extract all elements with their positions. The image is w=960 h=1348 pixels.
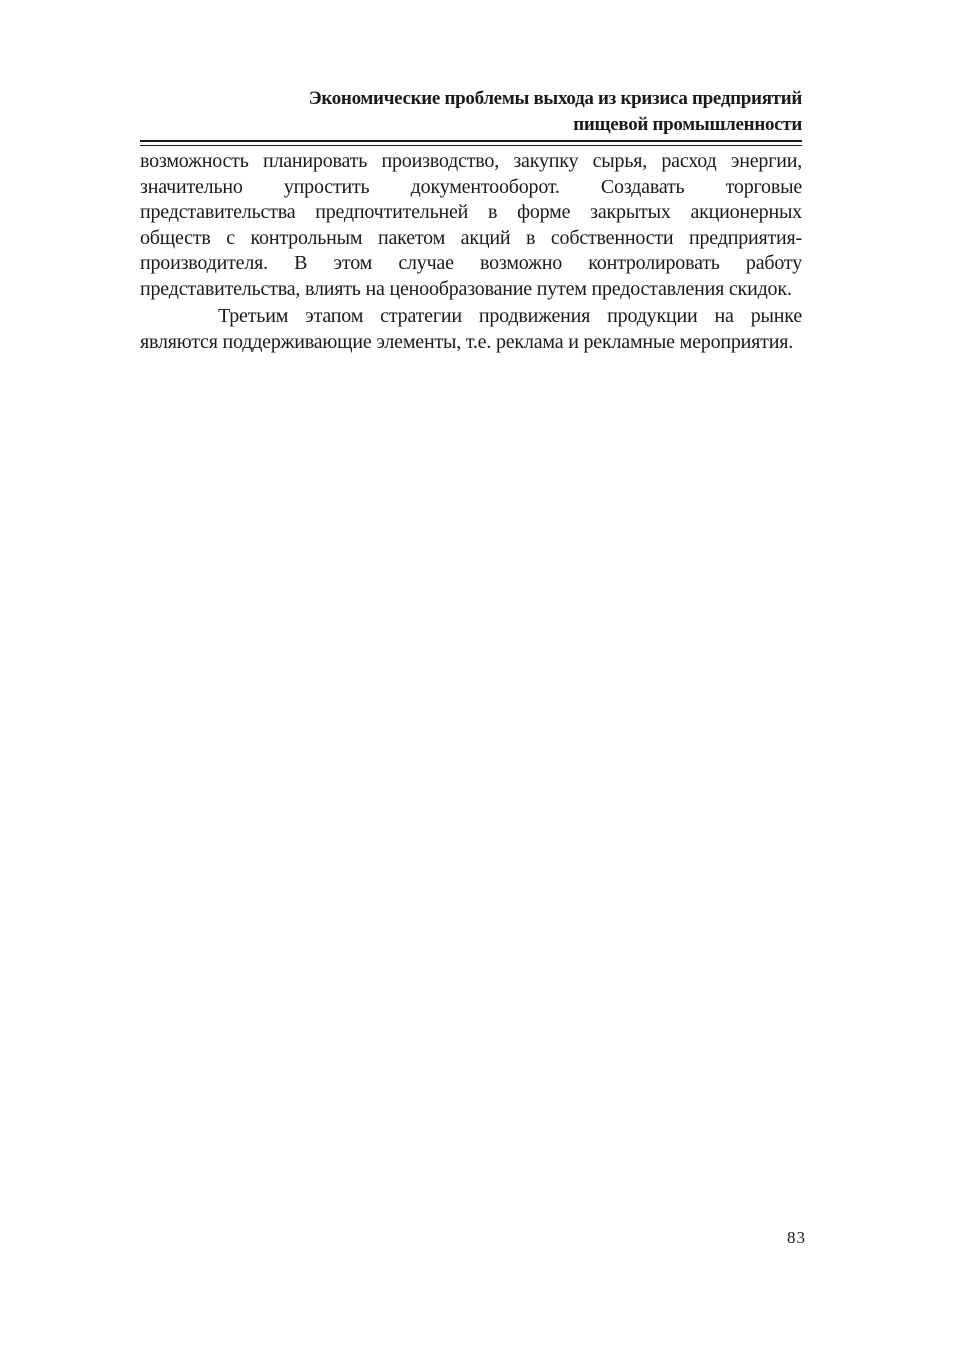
paragraph-continuation: возможность планировать производство, закупку сырья, расход энергии, значительно упростить документооборот. Создавать торговые представительства предпочтительней в форме закрытых акционерных обществ с контрольным пакетом акций в собственности предприятия-производителя. В этом случае возможно контролировать работу представительства, влиять на ценообразование путем предоставления скидок. xyxy=(140,150,802,300)
page-number: 83 xyxy=(787,1228,806,1247)
paragraph-third-stage: Третьим этапом стратегии продвижения продукции на рынке являются поддерживающие элементы, т.е. реклама и рекламные мероприятия. xyxy=(140,305,802,353)
running-header-line-1: Экономические проблемы выхода из кризиса предприятий xyxy=(308,88,802,109)
running-header-line-2: пищевой промышленности xyxy=(573,114,802,135)
header-double-rule xyxy=(140,140,802,146)
running-header xyxy=(140,86,802,138)
body-text xyxy=(140,149,802,355)
